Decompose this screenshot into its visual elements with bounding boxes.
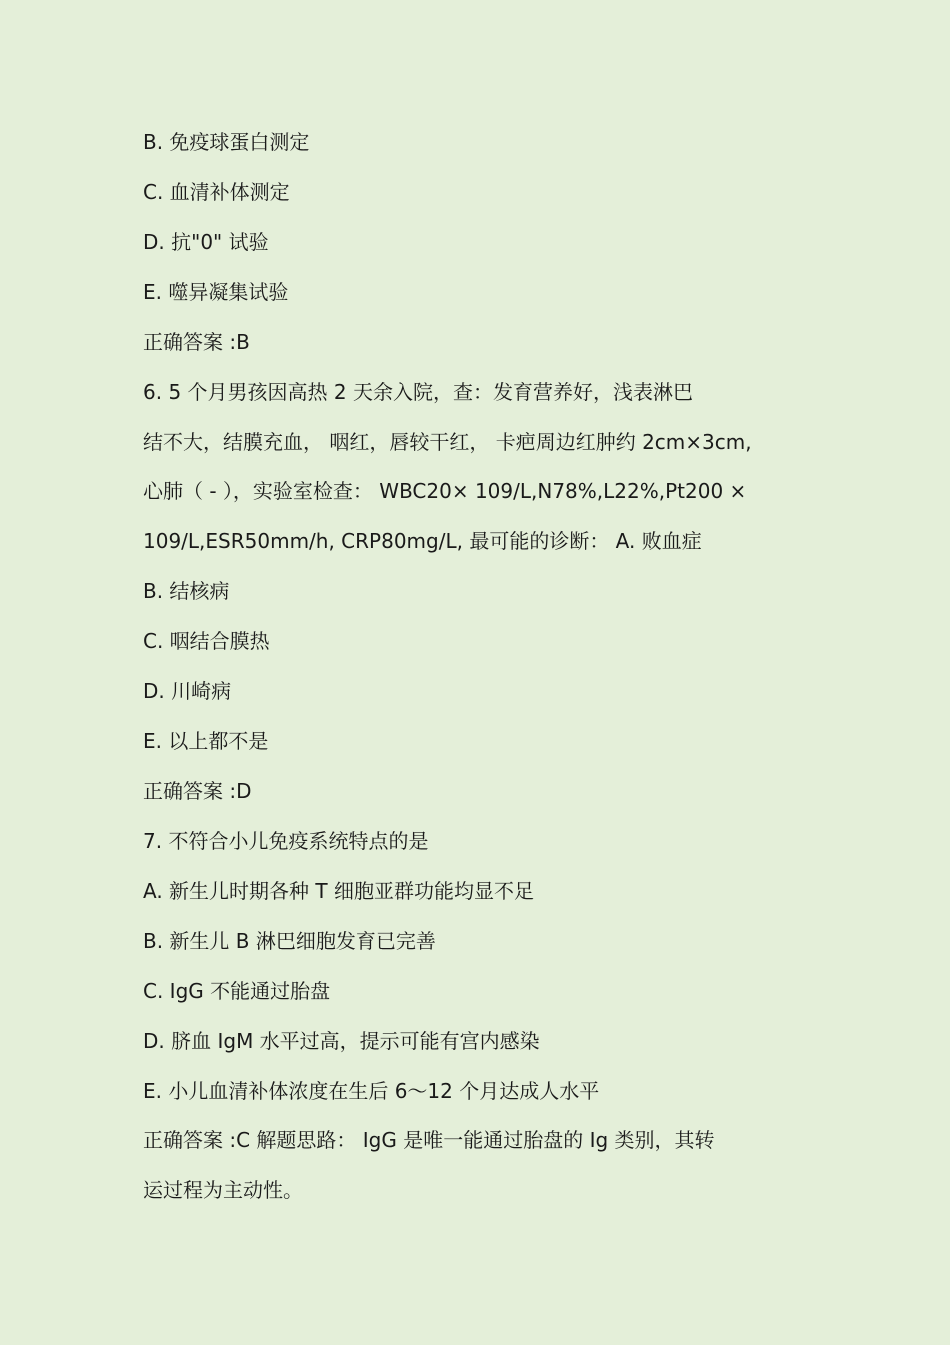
- q6-option-b: B. 结核病: [143, 579, 230, 603]
- question-6-line-3: 心肺（ - ），实验室检查： WBC20× 109/L,N78%,L22%,Pt200 ×: [143, 479, 747, 503]
- option-c-complement: C. 血清补体测定: [143, 180, 290, 204]
- option-e-heterophile: E. 噬异凝集试验: [143, 280, 289, 304]
- q7-option-c: C. IgG 不能通过胎盘: [143, 979, 331, 1003]
- q6-option-c: C. 咽结合膜热: [143, 629, 270, 653]
- answer-5: 正确答案 :B: [143, 330, 250, 354]
- q6-option-e: E. 以上都不是: [143, 729, 269, 753]
- answer-7-line-1: 正确答案 :C 解题思路： IgG 是唯一能通过胎盘的 Ig 类别，其转: [143, 1128, 715, 1152]
- q7-option-d: D. 脐血 IgM 水平过高，提示可能有宫内感染: [143, 1029, 540, 1053]
- option-d-aso: D. 抗"0" 试验: [143, 230, 269, 254]
- question-6-line-4: 109/L,ESR50mm/h, CRP80mg/L, 最可能的诊断： A. 败血症: [143, 529, 702, 553]
- answer-6: 正确答案 :D: [143, 779, 252, 803]
- answer-7-line-2: 运过程为主动性。: [143, 1178, 303, 1202]
- question-6-line-2: 结不大，结膜充血， 咽红，唇较干红， 卡疤周边红肿约 2cm×3cm,: [143, 430, 752, 454]
- q6-option-d: D. 川崎病: [143, 679, 232, 703]
- option-b-immunoglobulin: B. 免疫球蛋白测定: [143, 130, 310, 154]
- q7-option-a: A. 新生儿时期各种 T 细胞亚群功能均显不足: [143, 879, 534, 903]
- q7-option-e: E. 小儿血清补体浓度在生后 6～12 个月达成人水平: [143, 1079, 600, 1103]
- question-6-line-1: 6. 5 个月男孩因高热 2 天余入院，查：发育营养好，浅表淋巴: [143, 380, 693, 404]
- question-7: 7. 不符合小儿免疫系统特点的是: [143, 829, 429, 853]
- q7-option-b: B. 新生儿 B 淋巴细胞发育已完善: [143, 929, 436, 953]
